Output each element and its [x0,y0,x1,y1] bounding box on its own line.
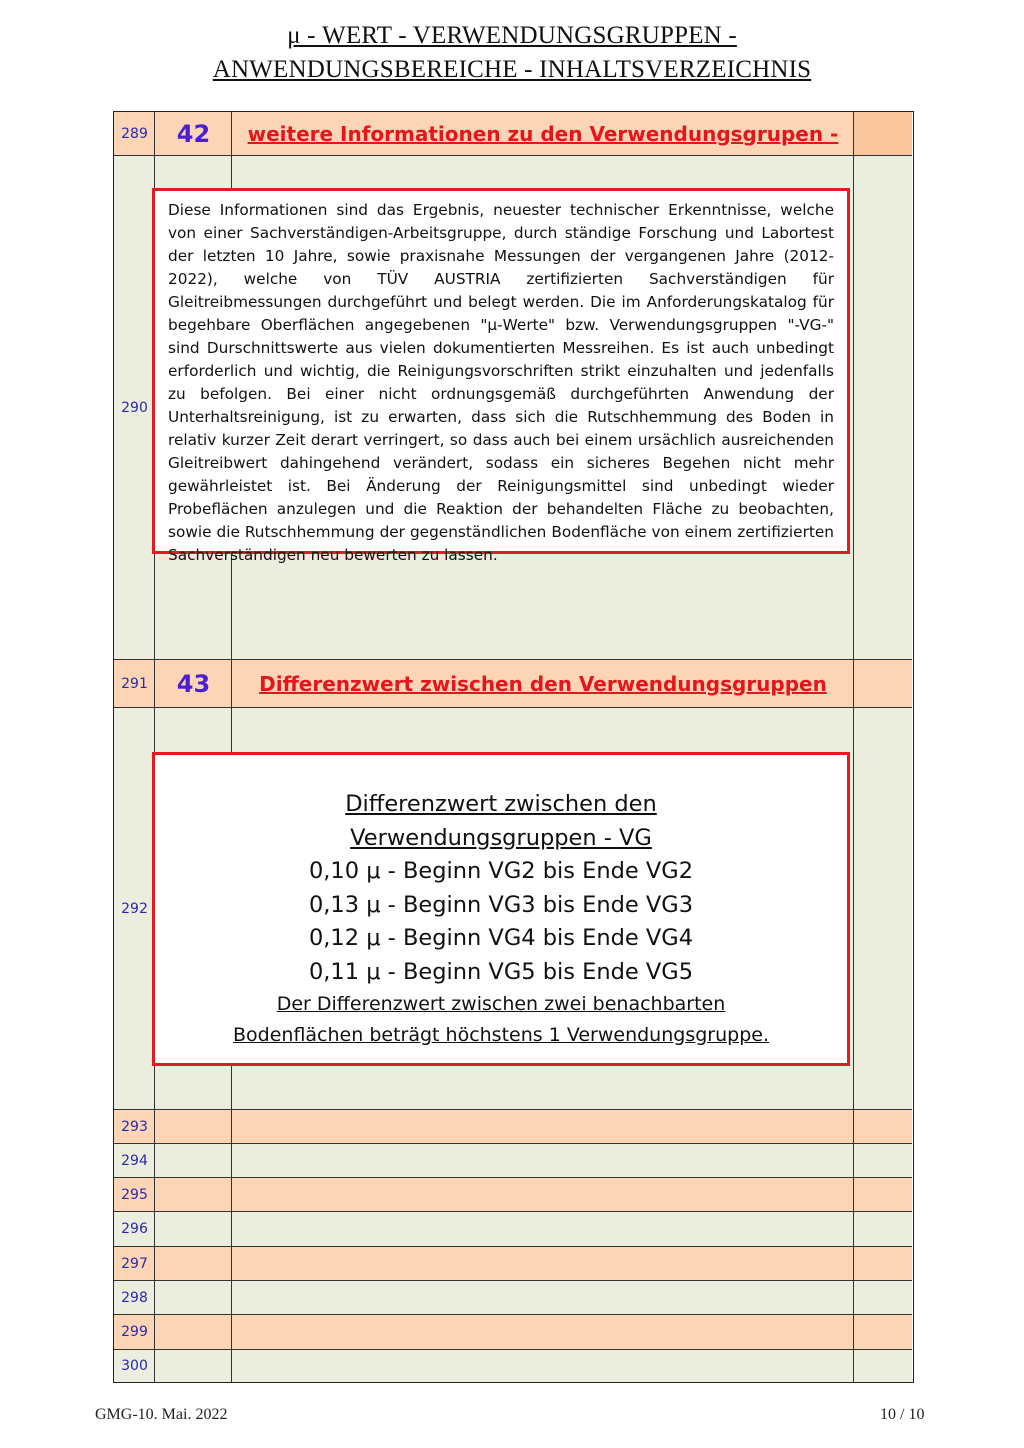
section-title: weitere Informationen zu den Verwendungsgrupen - [247,121,839,146]
table-row-297 [114,1246,912,1280]
page-title-line2: ANWENDUNGSBEREICHE - INHALTSVERZEICHNIS [212,56,812,83]
table-row-299 [114,1314,912,1349]
row-number: 295 [121,1186,148,1203]
difference-value-vg4: 0,12 μ - Beginn VG4 bis Ende VG4 [308,925,694,951]
difference-heading-line1: Differenzwert zwischen den [345,791,657,817]
difference-value-vg2: 0,10 μ - Beginn VG2 bis Ende VG2 [308,858,694,884]
footer-page-number: 10 / 10 [880,1406,925,1423]
difference-value-box [152,752,850,1066]
row-number: 299 [121,1324,148,1340]
row-number: 291 [121,675,148,692]
section-number: 42 [176,119,211,148]
information-paragraph: Diese Informationen sind das Ergebnis, neuester technischer Erkenntnisse, welche von einer Sachverständigen-Arbeitsgruppe, durch ständige Forschung und Labortest der letzten 10 Jahre, sowie praxisnahe Messungen der vergangenen Jahre (2012-2022), welche von TÜV AUSTRIA zertifizierten Sachverständigen für Gleitreibmessungen durchgeführt und belegt werden. Die im Anforderungskatalog für begehbare Oberflächen angegebenen "μ-Werte" bzw. Verwendungsgruppen "-VG-" sind Durschnittswerte aus vielen dokumentierten Messreihen. Es ist auch unbedingt erforderlich und wichtig, die Reinigungsvorschriften strikt einzuhalten und jedenfalls zu befolgen. Bei einer nicht ordnungsgemäß durchgeführten Anwendung der Unterhaltsreinigung, ist zu erwarten, dass sich die Rutschhemmung des Boden in relativ kurzer Zeit derart verringert, so dass auch bei einem ursächlich ausreichenden Gleitreibwert dahingehend verändert, sodass ein sicheres Begehen nicht mehr gewährleistet ist. Bei Änderung der Reinigungsmittel sind unbedingt wieder Probeflächen anzulegen und die Reaktion der behandelten Fläche zu beobachten, sowie die Rutschhemmung der gegenständlichen Bodenfläche von einem zertifizierten Sachverständigen neu bewerten zu lassen. [168,201,834,564]
row-number: 298 [121,1289,148,1306]
section-number: 43 [176,669,211,698]
row-number: 292 [121,900,148,917]
difference-value-vg3: 0,13 μ - Beginn VG3 bis Ende VG3 [308,891,694,918]
table-row-298 [114,1280,912,1314]
table-row-293 [114,1109,912,1143]
difference-heading-line2: Verwendungsgruppen - VG [350,824,652,851]
footer-document-id: GMG-10. Mai. 2022 [95,1406,228,1423]
row-number: 300 [121,1358,148,1374]
row-number: 297 [121,1255,148,1272]
table-row-289 [114,112,912,155]
table-row-294 [114,1143,912,1177]
difference-note-line1: Der Differenzwert zwischen zwei benachbarten [276,993,726,1015]
difference-value-vg5: 0,11 μ - Beginn VG5 bis Ende VG5 [308,958,694,985]
row-number: 293 [121,1118,148,1135]
row-number: 289 [121,125,148,142]
page-title-line1: μ - WERT - VERWENDUNGSGRUPPEN - [287,22,737,49]
row-number: 294 [121,1152,148,1169]
row-number: 290 [121,399,148,416]
difference-note-line2: Bodenflächen beträgt höchstens 1 Verwendungsgruppe. [233,1024,769,1046]
table-row-295 [114,1177,912,1211]
table-row-300 [114,1349,912,1382]
row-number: 296 [121,1221,148,1237]
table-row-296 [114,1211,912,1246]
information-text-box [152,188,850,564]
section-title: Differenzwert zwischen den Verwendungsgruppen [259,671,827,696]
table-row-291 [114,659,912,707]
